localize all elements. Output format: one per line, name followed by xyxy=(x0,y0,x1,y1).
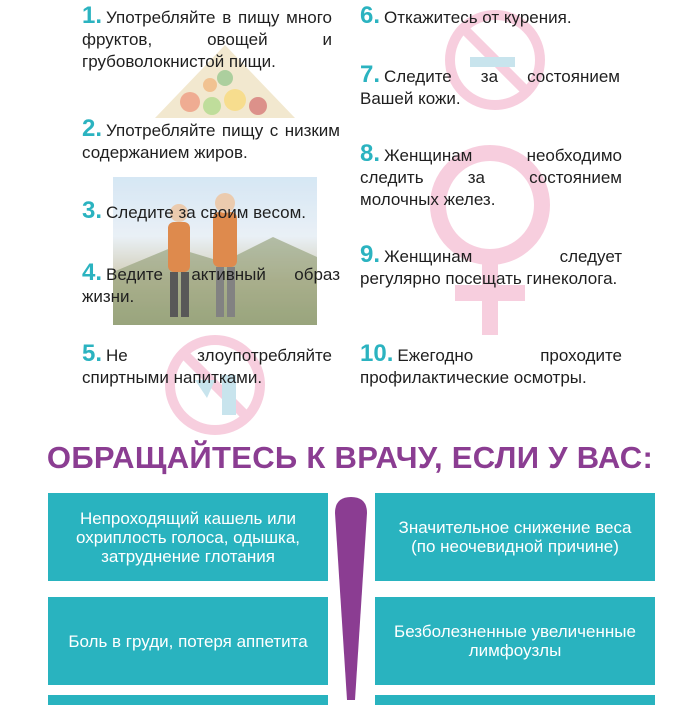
tip-number: 2. xyxy=(82,115,103,142)
tip-number: 1. xyxy=(82,2,103,29)
exclamation-icon xyxy=(331,495,371,705)
tip-number: 10. xyxy=(360,340,394,367)
symptom-text: Боль в груди, потеря аппетита xyxy=(68,631,308,651)
tip-number: 5. xyxy=(82,340,103,367)
tip-text: Ежегодно проходите профилактические осмотры. xyxy=(360,346,622,387)
tip-6 xyxy=(360,2,630,29)
tip-2 xyxy=(82,115,340,164)
tip-number: 9. xyxy=(360,241,381,268)
tip-number: 8. xyxy=(360,140,381,167)
tip-1 xyxy=(82,2,332,73)
symptom-text: Безболезненные увеличенные лимфоузлы xyxy=(394,622,636,660)
tip-5 xyxy=(82,340,332,389)
tip-number: 7. xyxy=(360,61,381,88)
tip-10 xyxy=(360,340,622,389)
tip-number: 4. xyxy=(82,259,103,286)
symptom-box xyxy=(48,493,328,581)
tip-text: Женщинам необходимо следить за состоянием молочных желез. xyxy=(360,146,622,209)
tip-text: Следите за состоянием Вашей кожи. xyxy=(360,67,620,108)
tip-4 xyxy=(82,259,340,308)
tip-8 xyxy=(360,140,622,211)
tip-7 xyxy=(360,61,620,110)
symptom-box-partial xyxy=(375,695,655,705)
symptom-box xyxy=(48,597,328,685)
tip-text: Употребляйте пищу с низким содержанием жиров. xyxy=(82,121,340,162)
tip-number: 6. xyxy=(360,2,381,29)
tip-text: Не злоупотребляйте спиртными напитками. xyxy=(82,346,332,387)
symptom-box xyxy=(375,597,655,685)
tip-text: Ведите активный образ жизни. xyxy=(82,265,340,306)
symptom-box-partial xyxy=(48,695,328,705)
symptom-text: Значительное снижение веса (по неочевидной причине) xyxy=(398,518,632,556)
tip-text: Откажитесь от курения. xyxy=(384,8,572,27)
tip-9 xyxy=(360,241,622,290)
tip-text: Употребляйте в пищу много фруктов, овощей и грубоволокнистой пищи. xyxy=(82,8,332,71)
tip-number: 3. xyxy=(82,197,103,224)
tip-3 xyxy=(82,197,352,224)
symptom-box xyxy=(375,493,655,581)
section-heading: ОБРАЩАЙТЕСЬ К ВРАЧУ, ЕСЛИ У ВАС: xyxy=(46,440,654,475)
tip-text: Женщинам следует регулярно посещать гинеколога. xyxy=(360,247,622,288)
tip-text: Следите за своим весом. xyxy=(106,203,307,222)
symptom-text: Непроходящий кашель или охриплость голоса, одышка, затруднение глотания xyxy=(75,508,301,566)
